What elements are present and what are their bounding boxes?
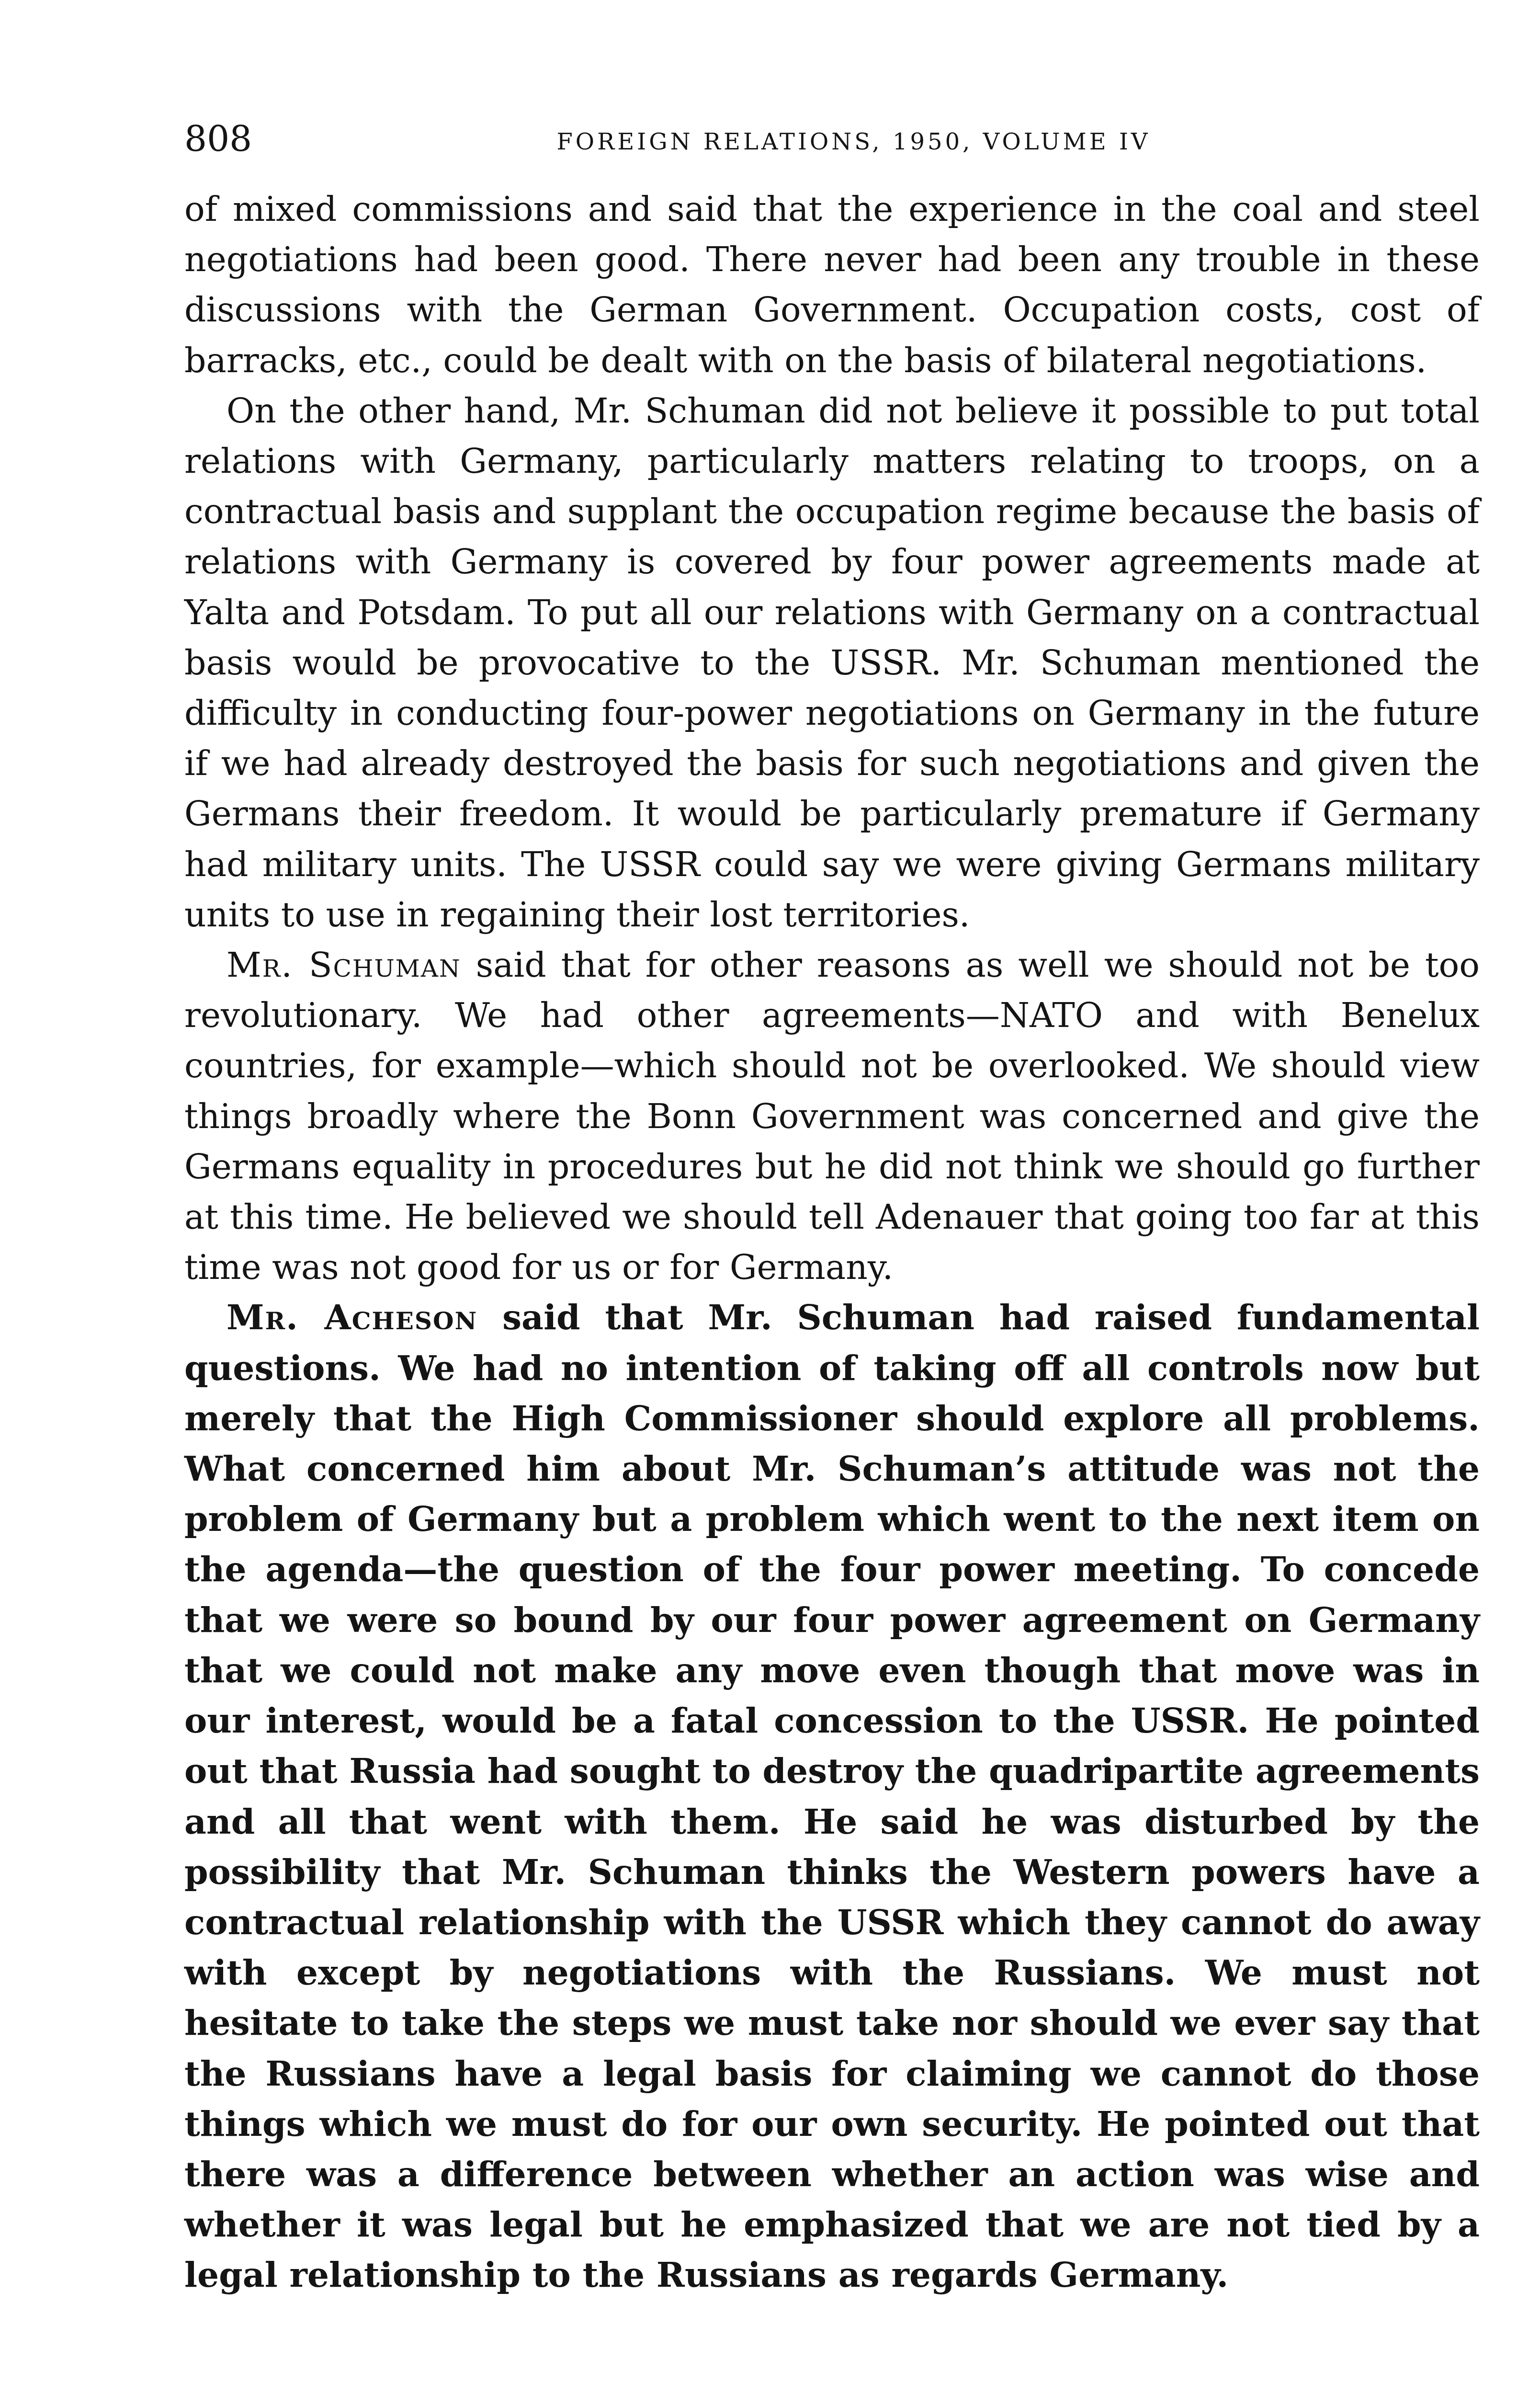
speaker-name: Mr. Schuman (226, 945, 461, 985)
paragraph-3 (184, 940, 1480, 1292)
paragraph-text: said that for other reasons as well we should not be too revolutionary. We had other agreements—NATO and with Benelux countries, for example—which should not be overlooked. We should view things broadly where the Bonn Government was concerned and give the Germans equality in procedures but he did not think we should go further at this time. He believed we should tell Adenauer that going too far at this time was not good for us or for Germany. (184, 945, 1480, 1288)
running-head-title: FOREIGN RELATIONS, 1950, VOLUME IV (556, 128, 1151, 155)
speaker-name: Mr. Acheson (226, 1297, 478, 1338)
running-head (184, 115, 1480, 168)
page-number: 808 (184, 118, 252, 160)
paragraph-text: of mixed commissions and said that the experience in the coal and steel negotiations had been good. There never had been any trouble in these discussions with the German Government. Occupation costs, cost of barracks, etc., could be dealt with on the basis of bilateral negotiations. (184, 189, 1480, 380)
paragraph-2 (184, 386, 1480, 940)
paragraph-4 (184, 1292, 1480, 2300)
paragraph-text: said that Mr. Schuman had raised fundamental questions. We had no intention of taking off all controls now but merely that the High Commissioner should explore all problems. What concerned him about Mr. Schuman’s attitude was not the problem of Germany but a problem which went to the next item on the agenda—the question of the four power meeting. To concede that we were so bound by our four power agreement on Germany that we could not make any move even though that move was in our interest, would be a fatal concession to the USSR. He pointed out that Russia had sought to destroy the quadripartite agreements and all that went with them. He said he was disturbed by the possibility that Mr. Schuman thinks the Western powers have a contractual relationship with the USSR which they cannot do away with except by negotiations with the Russians. We must not hesitate to take the steps we must take nor should we ever say that the Russians have a legal basis for claiming we cannot do those things which we must do for our own security. He pointed out that there was a difference between whether an action was wise and whether it was legal but he emphasized that we are not tied by a legal relationship to the Russians as regards Germany. (184, 1297, 1480, 2295)
document-page (184, 115, 1480, 2301)
paragraph-1 (184, 184, 1480, 386)
paragraph-text: On the other hand, Mr. Schuman did not believe it possible to put total relations with Germany, particularly matters relating to troops, on a contractual basis and supplant the occupation regime because the basis of relations with Germany is covered by four power agreements made at Yalta and Potsdam. To put all our relations with Germany on a contractual basis would be provocative to the USSR. Mr. Schuman mentioned the difficulty in conducting four-power negotiations on Germany in the future if we had already destroyed the basis for such negotiations and given the Germans their freedom. It would be particularly premature if Germany had military units. The USSR could say we were giving Germans military units to use in regaining their lost territories. (184, 390, 1480, 935)
